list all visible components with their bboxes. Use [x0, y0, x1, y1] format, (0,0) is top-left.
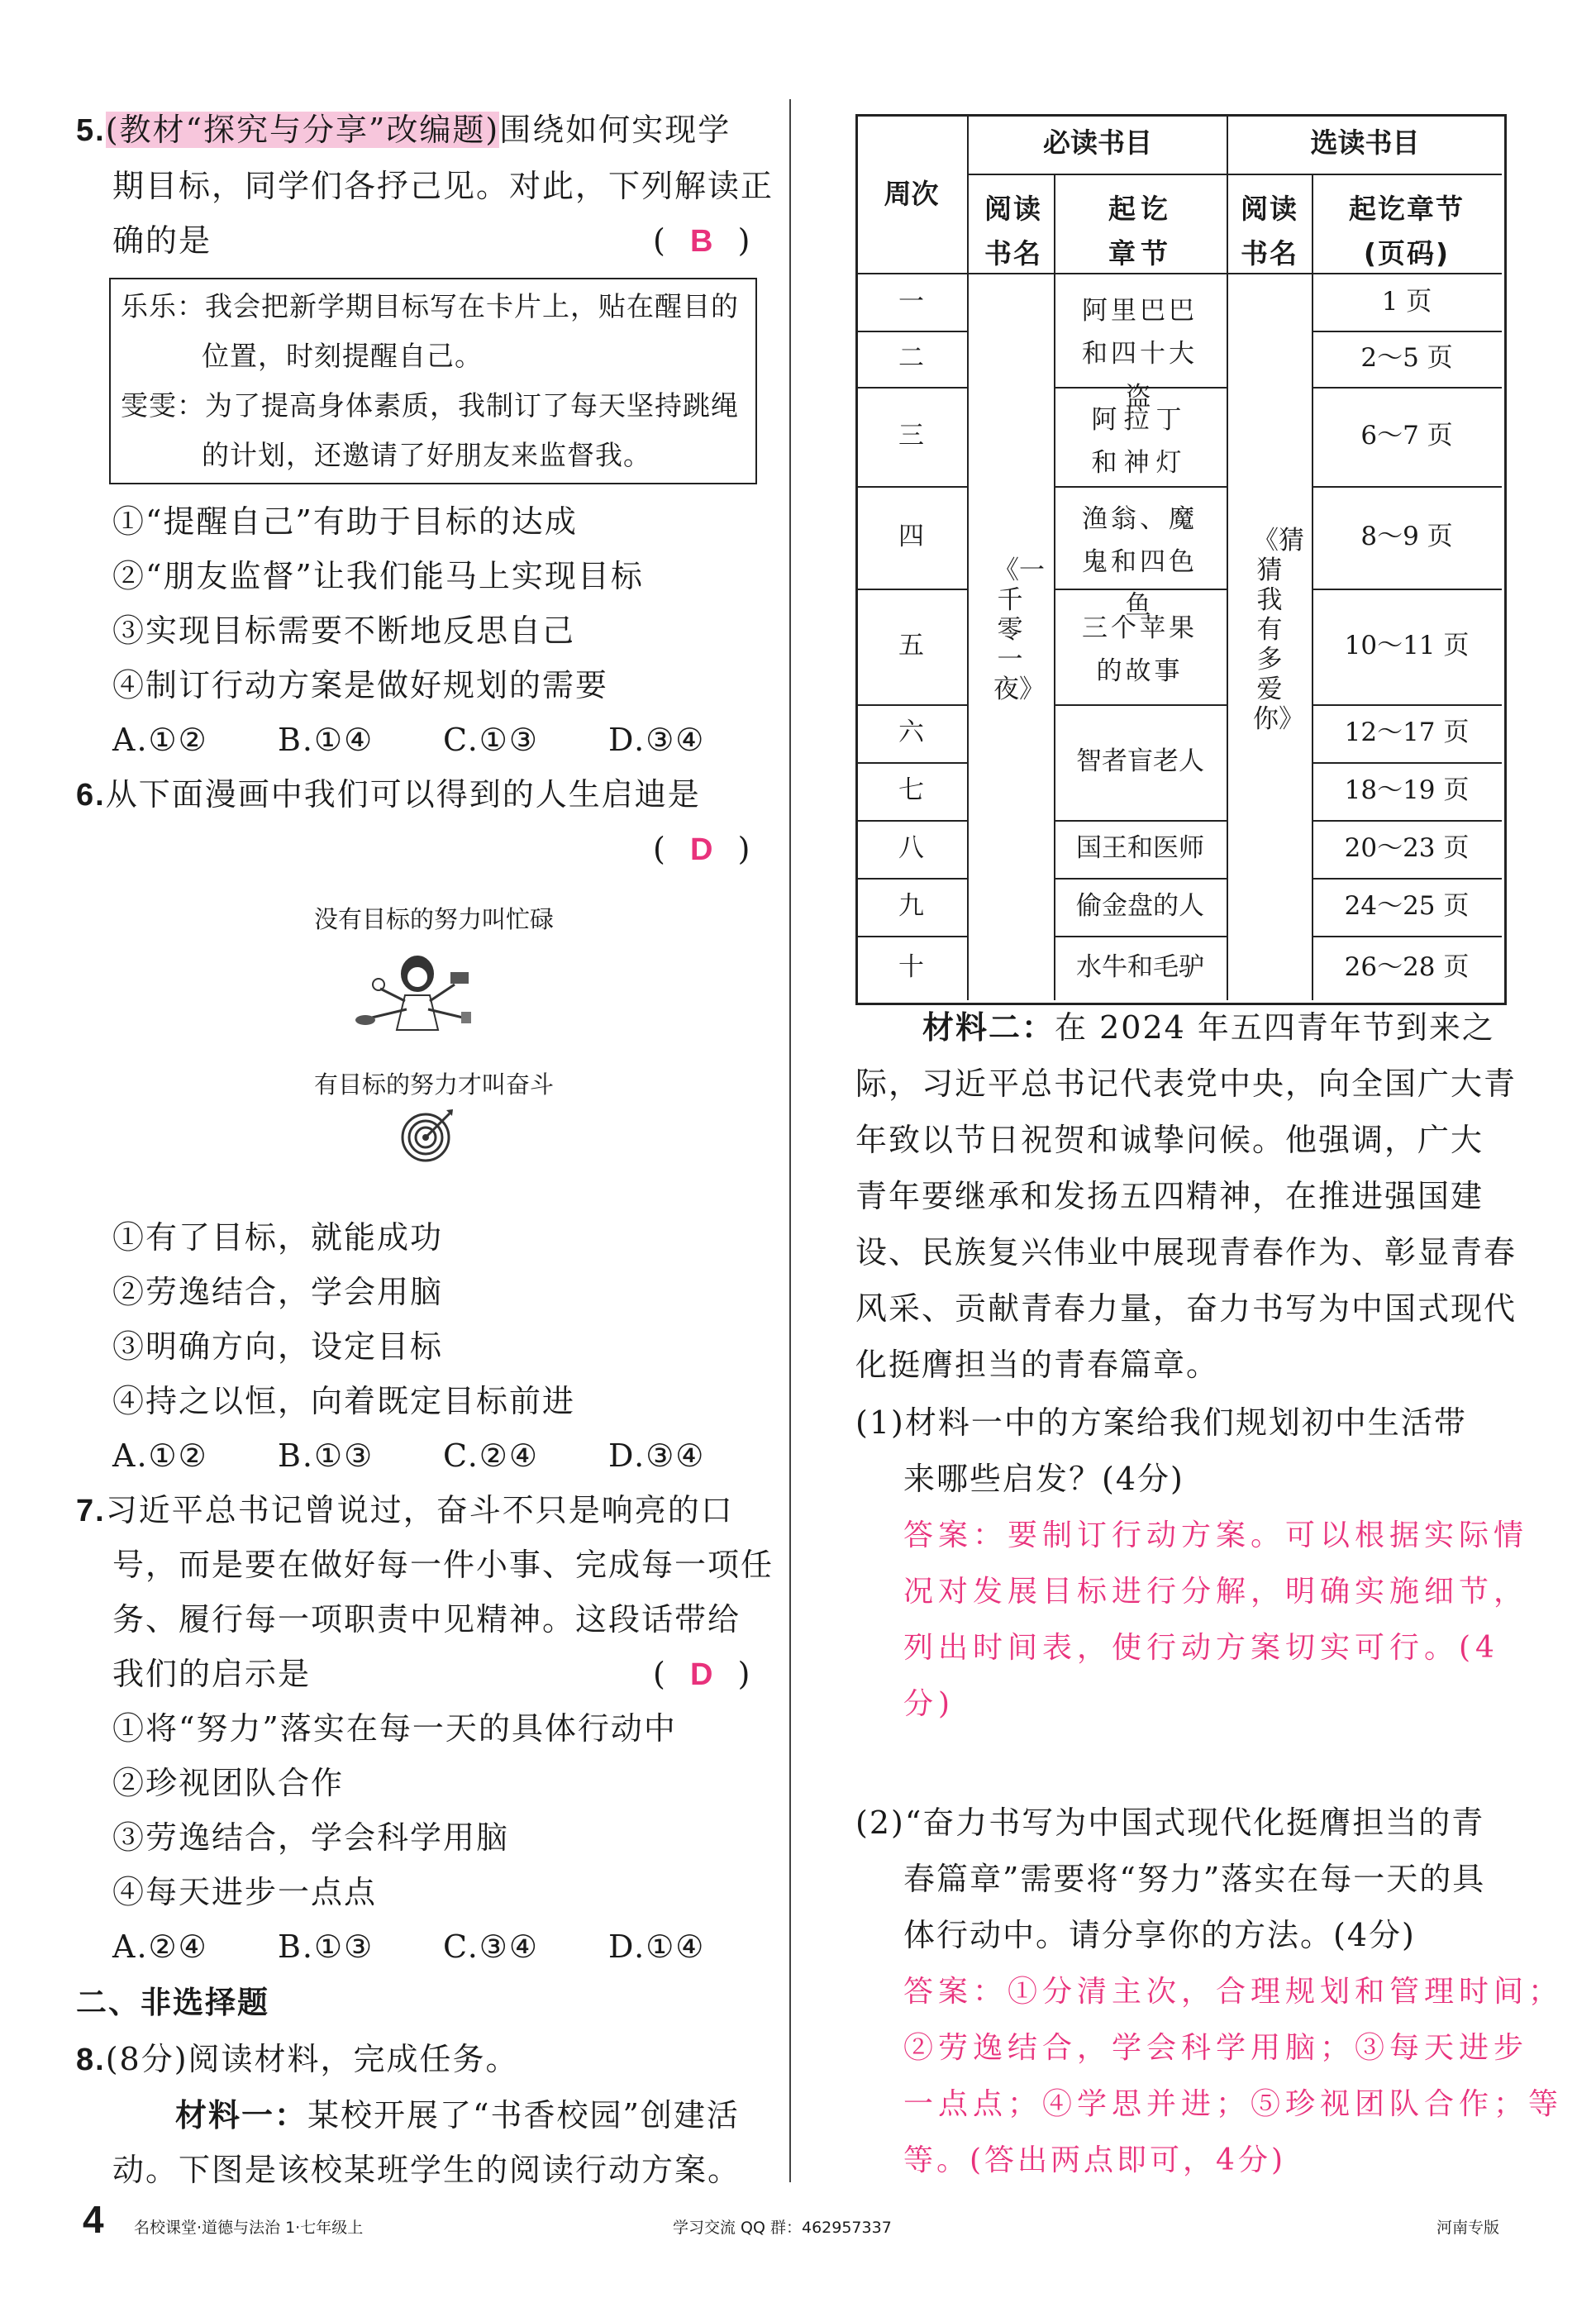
q6-choice-a: A.①②: [112, 1437, 208, 1474]
q7-choice-b: B.①③: [278, 1928, 374, 1965]
table-line: [967, 174, 1502, 175]
q6-choice-b: B.①③: [278, 1437, 374, 1474]
table-line: [1054, 704, 1227, 706]
section-2-title: 二、非选择题: [76, 1985, 269, 2020]
q6-choice-d: D.③④: [608, 1437, 706, 1474]
table-line: [1312, 486, 1502, 488]
footer-book-title: 名校课堂·道德与法治 1·七年级上: [134, 2219, 364, 2237]
footer-qq-group: 学习交流 QQ 群：462957337: [673, 2219, 892, 2237]
page-number: 4: [83, 2198, 104, 2241]
page-cell: 18～19 页: [1344, 775, 1470, 805]
comic-busy-figure: [347, 939, 488, 1038]
table-line: [855, 936, 967, 937]
table-header-read-title-2: 阅读书名: [1241, 193, 1298, 269]
chapter-cell: 三个苹果的故事: [1082, 613, 1198, 686]
q6-number: 6.: [76, 778, 106, 813]
week-cell: 七: [898, 775, 924, 805]
table-line: [1312, 331, 1502, 332]
q7-choice-c: C.③④: [443, 1928, 539, 1965]
table-line: [1312, 589, 1502, 590]
table-line: [855, 762, 967, 764]
material2-text-7: 化挺膺担当的青春篇章。: [855, 1347, 1220, 1383]
required-book-title: 《一千零一夜》: [993, 555, 1045, 704]
chapter-cell: 国王和医师: [1076, 833, 1204, 863]
q5-stem-2: 期目标，同学们各抒己见。对此，下列解读正: [112, 168, 774, 204]
chapter-cell: 渔翁、魔鬼和四色鱼: [1082, 504, 1198, 620]
footer-edition: 河南专版: [1436, 2219, 1500, 2237]
table-line: [1312, 936, 1502, 937]
material2-text-2: 际，习近平总书记代表党中央，向全国广大青: [855, 1066, 1517, 1102]
sub2-answer-1: 答案：①分清主次，合理规划和管理时间；: [903, 1975, 1564, 2009]
table-header-chapter: 起讫章节: [1108, 193, 1173, 269]
chapter-cell: 偷金盘的人: [1076, 891, 1204, 921]
sub2-question-2: 春篇章”需要将“努力”落实在每一天的具: [903, 1861, 1486, 1897]
q5-quote-3: 雯雯：为了提高身体素质，我制订了每天坚持跳绳: [121, 389, 739, 422]
q6-stem: 从下面漫画中我们可以得到的人生启迪是: [105, 776, 701, 813]
table-line: [1054, 878, 1227, 880]
week-cell: 四: [898, 522, 924, 551]
sub1-answer-3: 列出时间表，使行动方案切实可行。(4: [903, 1631, 1499, 1665]
week-cell: 三: [898, 421, 924, 451]
q8-number: 8.: [76, 2043, 106, 2077]
week-cell: 六: [898, 718, 924, 747]
table-line: [1312, 762, 1502, 764]
q5-quote-4: 的计划，还邀请了好朋友来监督我。: [202, 439, 651, 471]
chapter-cell: 阿里巴巴和四十大盗: [1082, 296, 1198, 412]
q8-line-1: [76, 2043, 519, 2076]
q7-option-4: ④每天进步一点点: [112, 1874, 378, 1910]
page-cell: 2～5 页: [1360, 343, 1453, 373]
q6-option-2: ②劳逸结合，学会用脑: [112, 1274, 444, 1310]
page-cell: 24～25 页: [1344, 891, 1470, 921]
week-cell: 一: [898, 287, 924, 317]
sub1-question-1: (1)材料一中的方案给我们规划初中生活带: [855, 1404, 1467, 1441]
material1-text-1: 某校开展了“书香校园”创建活: [307, 2097, 740, 2133]
material2-text-3: 年致以节日祝贺和诚挚问候。他强调，广大: [855, 1122, 1484, 1158]
table-line: [1312, 820, 1502, 822]
q5-option-4: ④制订行动方案是做好规划的需要: [112, 667, 609, 703]
table-line: [1227, 114, 1228, 1000]
table-line: [855, 589, 967, 590]
material2-line-1: [922, 1009, 1495, 1046]
comic-caption-2: 有目标的努力才叫奋斗: [314, 1070, 555, 1099]
week-cell: 五: [898, 631, 924, 660]
column-divider: [789, 99, 791, 2182]
table-header-read-title-1: 阅读书名: [984, 193, 1042, 269]
page-cell: 8～9 页: [1360, 522, 1453, 551]
sub1-answer-4: 分): [903, 1687, 955, 1721]
q6-answer-bracket: ( D ): [653, 831, 752, 867]
table-line: [855, 331, 967, 332]
q7-stem-2: 号，而是要在做好每一件小事、完成每一项任: [112, 1547, 774, 1583]
q6-option-1: ①有了目标，就能成功: [112, 1219, 444, 1256]
q5-line-1: [76, 114, 731, 146]
sub1-question-2: 来哪些启发？(4分): [903, 1461, 1184, 1497]
q5-answer: B: [689, 224, 715, 259]
q7-number: 7.: [76, 1494, 106, 1528]
q7-line-1: [76, 1492, 734, 1528]
comic-caption-1: 没有目标的努力叫忙碌: [314, 905, 555, 933]
q5-answer-bracket: ( B ): [653, 222, 752, 259]
q5-source-tag: (教材“探究与分享”改编题): [105, 112, 500, 148]
week-cell: 九: [898, 891, 924, 921]
q7-stem-1: 习近平总书记曾说过，奋斗不只是响亮的口: [105, 1492, 734, 1528]
week-cell: 八: [898, 833, 924, 863]
table-header-week: 周次: [884, 178, 939, 210]
table-line: [1054, 174, 1055, 1000]
q5-option-3: ③实现目标需要不断地反思自己: [112, 613, 576, 649]
page-cell: 26～28 页: [1344, 952, 1470, 982]
material2-text-5: 设、民族复兴伟业中展现青春作为、彰显青春: [855, 1234, 1517, 1271]
table-line: [855, 387, 967, 389]
q5-choice-c: C.①③: [443, 722, 539, 758]
q6-option-4: ④持之以恒，向着既定目标前进: [112, 1383, 576, 1419]
chapter-cell: 智者盲老人: [1076, 746, 1204, 776]
q5-stem-3: 确的是: [112, 222, 212, 259]
table-line: [855, 704, 967, 706]
sub1-answer-2: 况对发展目标进行分解，明确实施细节，: [903, 1575, 1529, 1609]
table-line: [1054, 936, 1227, 937]
table-line: [855, 486, 967, 488]
q5-option-1: ①“提醒自己”有助于目标的达成: [112, 503, 578, 540]
sub2-answer-2: ②劳逸结合，学会科学用脑；③每天进步: [903, 2031, 1529, 2065]
q5-choice-b: B.①④: [278, 722, 374, 758]
table-line: [855, 820, 967, 822]
week-cell: 十: [898, 952, 924, 982]
q6-answer: D: [689, 832, 715, 867]
material2-text-4: 青年要继承和发扬五四精神，在推进强国建: [855, 1178, 1484, 1214]
table-line: [1054, 820, 1227, 822]
page-cell: 6～7 页: [1360, 421, 1453, 451]
q7-answer: D: [689, 1657, 715, 1692]
table-line: [1312, 878, 1502, 880]
target-icon: [398, 1106, 456, 1164]
material2-label: 材料二：: [922, 1009, 1055, 1046]
table-header-optional: 选读书目: [1310, 126, 1420, 159]
table-line: [967, 114, 969, 1000]
q5-quote-2: 位置，时刻提醒自己。: [202, 340, 483, 372]
q5-choice-d: D.③④: [608, 722, 706, 758]
q5-option-2: ②“朋友监督”让我们能马上实现目标: [112, 558, 644, 594]
q7-stem-3: 务、履行每一项职责中见精神。这段话带给: [112, 1601, 741, 1638]
table-line: [1312, 704, 1502, 706]
q5-choice-a: A.①②: [112, 722, 208, 758]
sub2-question-3: 体行动中。请分享你的方法。(4分): [903, 1917, 1416, 1953]
sub2-answer-3: 一点点；④学思并进；⑤珍视团队合作；等: [903, 2087, 1564, 2121]
chapter-cell: 水牛和毛驴: [1076, 952, 1204, 982]
page-cell: 1 页: [1381, 287, 1432, 317]
table-line: [855, 878, 967, 880]
q8-stem: (8分)阅读材料，完成任务。: [105, 2041, 519, 2077]
q7-choice-a: A.②④: [112, 1928, 208, 1965]
material1-label: 材料一：: [175, 2097, 308, 2133]
table-header-chapter-page: 起讫章节(页码): [1349, 193, 1465, 269]
q8-material1-line-1: [175, 2097, 740, 2133]
q6-choice-c: C.②④: [443, 1437, 539, 1474]
optional-book-title: 《猜猜我有多爱你》: [1253, 526, 1304, 734]
q7-option-1: ①将“努力”落实在每一天的具体行动中: [112, 1710, 677, 1747]
material2-text-6: 风采、贡献青春力量，奋力书写为中国式现代: [855, 1290, 1517, 1327]
q6-option-3: ③明确方向，设定目标: [112, 1328, 444, 1365]
q5-number: 5.: [76, 113, 106, 148]
q7-option-3: ③劳逸结合，学会科学用脑: [112, 1819, 510, 1856]
q5-quote-1: 乐乐：我会把新学期目标写在卡片上，贴在醒目的: [121, 290, 739, 322]
q5-stem-1: 围绕如何实现学: [499, 112, 731, 148]
q7-stem-4: 我们的启示是: [112, 1656, 312, 1692]
page-cell: 12～17 页: [1344, 718, 1470, 747]
week-cell: 二: [898, 343, 924, 373]
material2-text-1: 在 2024 年五四青年节到来之: [1055, 1009, 1495, 1046]
sub2-answer-4: 等。(答出两点即可，4分): [903, 2143, 1286, 2177]
chapter-cell: 阿拉丁和神灯: [1091, 405, 1189, 478]
table-header-required: 必读书目: [1043, 126, 1152, 159]
material1-text-2: 动。下图是该校某班学生的阅读行动方案。: [112, 2152, 741, 2188]
page-cell: 10～11 页: [1344, 631, 1470, 660]
q6-line-1: [76, 776, 701, 813]
q7-answer-bracket: ( D ): [653, 1656, 752, 1692]
q7-choice-d: D.①④: [608, 1928, 706, 1965]
sub1-answer-1: 答案：要制订行动方案。可以根据实际情: [903, 1518, 1529, 1552]
q7-option-2: ②珍视团队合作: [112, 1765, 345, 1801]
page-cell: 20～23 页: [1344, 833, 1470, 863]
sub2-question-1: (2)“奋力书写为中国式现代化挺膺担当的青: [855, 1804, 1485, 1841]
table-line: [1054, 486, 1227, 488]
table-line: [1312, 387, 1502, 389]
